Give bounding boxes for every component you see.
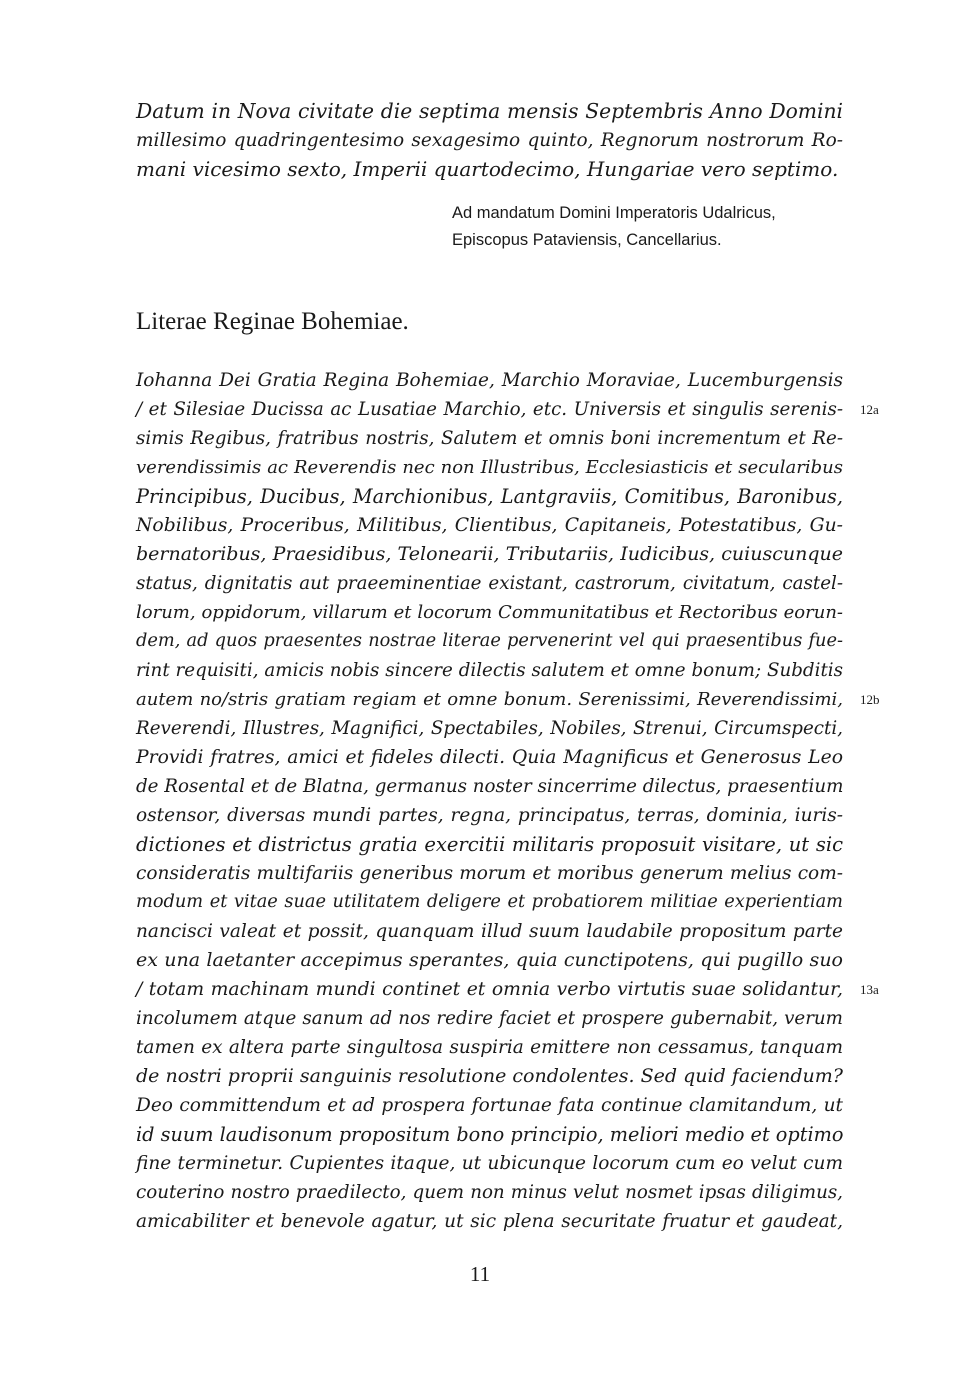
- text-line: lorum, oppidorum, villarum et locorum Communitatibus et Rectoribus eorun-: [136, 602, 843, 623]
- text-line: Deo committendum et ad prospera fortunae fata continue clamitandum, ut: [136, 1095, 843, 1116]
- text-line: de Rosental et de Blatna, germanus noster sincerrime dilectus, praesentium: [136, 776, 844, 797]
- page-number: 11: [469, 1262, 491, 1286]
- text-line: Principibus, Ducibus, Marchionibus, Lantgraviis, Comitibus, Baronibus,: [136, 485, 843, 508]
- text-line: ex una laetanter accepimus sperantes, quia cunctipotens, qui pugillo suo: [136, 949, 843, 971]
- text-line: simis Regibus, fratribus nostris, Salutem et omnis boni incrementum et Re-: [136, 428, 843, 449]
- text-line: Iohanna Dei Gratia Regina Bohemiae, Marchio Moraviae, Lucemburgensis: [136, 370, 843, 391]
- text-line: amicabiliter et benevole agatur, ut sic plena securitate fruatur et gaudeat,: [136, 1211, 843, 1232]
- text-line: fine terminetur. Cupientes itaque, ut ubicunque locorum cum eo velut cum: [136, 1153, 843, 1174]
- text-line: dictiones et districtus gratia exercitii militaris proposuit visitare, ut sic: [136, 833, 843, 856]
- text-line: / totam machinam mundi continet et omnia verbo virtutis suae solidantur,: [136, 979, 843, 1000]
- text-line: Nobilibus, Proceribus, Militibus, Clientibus, Capitaneis, Potestatibus, Gu-: [136, 515, 843, 536]
- text-line: ostensor, diversas mundi partes, regna, principatus, terras, dominia, iuris-: [136, 805, 843, 826]
- text-line: Providi fratres, amici et fideles dilecti. Quia Magnificus et Generosus Leo: [136, 747, 843, 768]
- signature-line: Ad mandatum Domini Imperatoris Udalricus,: [452, 204, 776, 222]
- text-line: tamen ex altera parte singultosa suspiria emittere non cessamus, tanquam: [136, 1037, 843, 1058]
- section-heading: Literae Reginae Bohemiae.: [136, 308, 409, 335]
- text-line: status, dignitatis aut praeeminentiae existant, castrorum, civitatum, castel-: [136, 573, 843, 594]
- text-line: verendissimis ac Reverendis nec non Illustribus, Ecclesiasticis et secularibus: [136, 457, 843, 478]
- text-line: consideratis multifariis generibus morum et moribus generum melius com-: [136, 863, 843, 884]
- text-line: de nostri proprii sanguinis resolutione condolentes. Sed quid faciendum?: [136, 1065, 843, 1087]
- signature-line: Episcopus Pataviensis, Cancellarius.: [452, 231, 722, 249]
- margin-note: 12b: [860, 692, 880, 707]
- text-line: millesimo quadringentesimo sexagesimo quinto, Regnorum nostrorum Ro-: [136, 130, 843, 151]
- margin-note: 13a: [860, 982, 879, 997]
- text-line: nancisci valeat et possit, quanquam illud suum laudabile propositum parte: [136, 921, 843, 942]
- text-line: rint requisiti, amicis nobis sincere dilectis salutem et omne bonum; Subditis: [136, 660, 843, 681]
- text-line: / et Silesiae Ducissa ac Lusatiae Marchio, etc. Universis et singulis serenis-: [136, 399, 843, 420]
- text-line: Reverendi, Illustres, Magnifici, Spectabiles, Nobiles, Strenui, Circumspecti,: [136, 718, 843, 739]
- text-line: Datum in Nova civitate die septima mensis Septembris Anno Domini: [136, 99, 843, 123]
- text-line: dem, ad quos praesentes nostrae literae pervenerint vel qui praesentibus fue-: [136, 631, 843, 651]
- margin-note: 12a: [860, 402, 879, 417]
- text-line: modum et vitae suae utilitatem deligere et probatiorem militiae experientiam: [136, 892, 843, 912]
- text-line: incolumem atque sanum ad nos redire faciet et prospere gubernabit, verum: [136, 1008, 843, 1029]
- text-line: mani vicesimo sexto, Imperii quartodecimo, Hungariae vero septimo.: [136, 157, 839, 181]
- text-line: id suum laudisonum propositum bono principio, meliori medio et optimo: [136, 1123, 844, 1146]
- text-line: autem no/stris gratiam regiam et omne bonum. Serenissimi, Reverendissimi,: [136, 689, 843, 710]
- text-line: couterino nostro praedilecto, quem non minus velut nosmet ipsas diligimus,: [136, 1182, 843, 1203]
- text-line: bernatoribus, Praesidibus, Telonearii, Tributariis, Iudicibus, cuiuscunque: [136, 543, 843, 565]
